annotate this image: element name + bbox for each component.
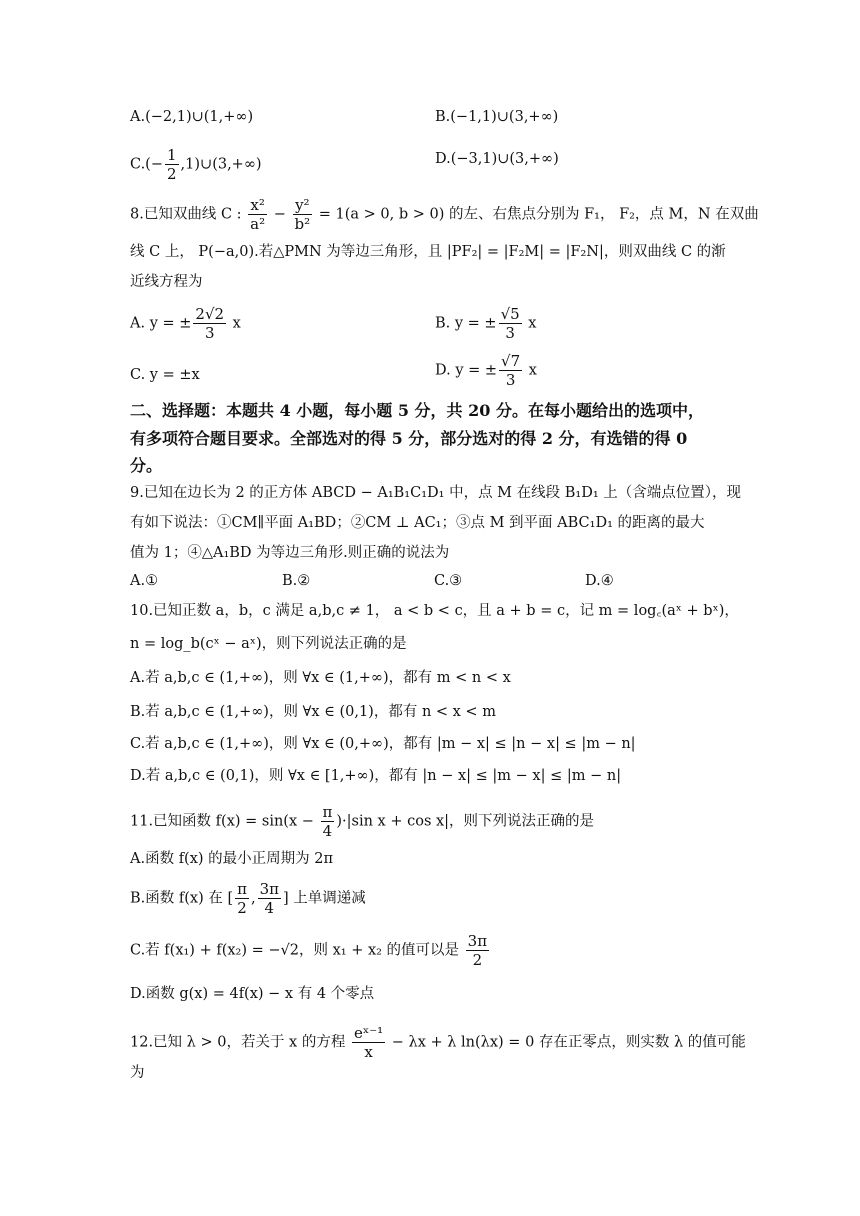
- fraction: $\frac{3\pi}{2}$: [467, 932, 488, 969]
- section-heading-line3: 分。: [130, 456, 163, 475]
- fraction: $\frac{√5}{3}$: [500, 305, 520, 342]
- q7-option-a: A.(−2,1)∪(1,+∞): [130, 109, 254, 125]
- q11-option-c: C.若 f(x₁) + f(x₂) = −√2，则 x₁ + x₂ 的值可以是 $\frac{3\pi}{2}$: [130, 932, 488, 969]
- q8-option-b: B. y = ± $\frac{√5}{3}$ x: [435, 305, 537, 342]
- fraction: $\frac{\text{y²}}{\text{b²}}$: [294, 196, 311, 233]
- fraction: $\frac{√7}{3}$: [501, 352, 521, 389]
- q9-option-c: C.③: [434, 573, 463, 589]
- q12-stem-line1: 12.已知 λ > 0，若关于 x 的方程 $\frac{\text{eˣ⁻¹}}{x}$ − λx + λ ln(λx) = 0 存在正零点，则实数 λ 的值可能: [130, 1024, 746, 1061]
- q9-stem-line1: 9.已知在边长为 2 的正方体 ABCD − A₁B₁C₁D₁ 中，点 M 在线段 B₁D₁ 上（含端点位置），现: [130, 485, 742, 501]
- q8-stem-line3: 近线方程为: [130, 274, 203, 290]
- fraction: $\frac{1}{2}$: [167, 146, 177, 183]
- section-heading-line1: 二、选择题：本题共 4 小题，每小题 5 分，共 20 分。在每小题给出的选项中，: [130, 401, 704, 420]
- q8-stem-line1: 8.已知双曲线 C : $\frac{\text{x²}}{\text{a²}}$ − $\frac{\text{y²}}{\text{b²}}$ = 1(a > 0, b > 0) 的左、右焦点分别为 F₁， F₂，点 M，N 在双曲: [130, 196, 759, 233]
- q11-option-b: B.函数 f(x) 在 [ $\frac{\pi}{2}$ , $\frac{3\pi}{4}$ ] 上单调递减: [130, 880, 366, 917]
- q10-option-c: C.若 a,b,c ∈ (1,+∞)，则 ∀x ∈ (0,+∞)，都有 |m − x| ≤ |n − x| ≤ |m − n|: [130, 736, 636, 752]
- q8-stem-line2: 线 C 上， P(−a,0).若△PMN 为等边三角形，且 |PF₂| = |F₂M| = |F₂N|，则双曲线 C 的渐: [130, 244, 726, 260]
- q12-stem-line2: 为: [130, 1065, 145, 1081]
- fraction: $\frac{3\pi}{4}$: [259, 880, 279, 917]
- q10-option-a: A.若 a,b,c ∈ (1,+∞)，则 ∀x ∈ (1,+∞)，都有 m < n < x: [130, 670, 511, 686]
- q9-option-d: D.④: [585, 573, 614, 589]
- q10-stem-line2: n = log_b(cˣ − aˣ)，则下列说法正确的是: [130, 636, 407, 652]
- q7-option-d: D.(−3,1)∪(3,+∞): [435, 151, 559, 167]
- q8-option-c: C. y = ±x: [130, 367, 200, 383]
- fraction: $\frac{2√2}{3}$: [195, 305, 225, 342]
- q8-option-a: A. y = ± $\frac{2√2}{3}$ x: [130, 305, 241, 342]
- q11-stem: 11.已知函数 f(x) = sin(x − $\frac{\pi}{4}$ )·|sin x + cos x|，则下列说法正确的是: [130, 803, 595, 840]
- q9-option-a: A.①: [130, 573, 159, 589]
- q7-option-c-prefix: C.(−: [130, 156, 163, 173]
- q8-option-d: D. y = ± $\frac{√7}{3}$ x: [435, 352, 537, 389]
- fraction: $\frac{\pi}{2}$: [237, 880, 247, 917]
- q7-option-b: B.(−1,1)∪(3,+∞): [435, 109, 559, 125]
- q9-stem-line2: 有如下说法：①CM∥平面 A₁BD；②CM ⊥ AC₁；③点 M 到平面 ABC₁D₁ 的距离的最大: [130, 515, 705, 531]
- q7-option-c-suffix: ,1)∪(3,+∞): [180, 156, 262, 173]
- fraction: $\frac{\pi}{4}$: [322, 803, 333, 840]
- q10-stem-line1: 10.已知正数 a，b，c 满足 a,b,c ≠ 1， a < b < c，且 a + b = c，记 m = log꜀(aˣ + bˣ)，: [130, 603, 739, 619]
- q10-option-b: B.若 a,b,c ∈ (1,+∞)，则 ∀x ∈ (0,1)，都有 n < x < m: [130, 704, 496, 720]
- q11-option-d: D.函数 g(x) = 4f(x) − x 有 4 个零点: [130, 986, 375, 1002]
- section-heading-line2: 有多项符合题目要求。全部选对的得 5 分，部分选对的得 2 分，有选错的得 0: [130, 429, 688, 448]
- fraction: $\frac{\text{x²}}{\text{a²}}$: [250, 196, 266, 233]
- fraction: $\frac{\text{eˣ⁻¹}}{x}$: [353, 1024, 384, 1061]
- q7-option-c: [130, 146, 262, 183]
- q10-option-d: D.若 a,b,c ∈ (0,1)，则 ∀x ∈ [1,+∞)，都有 |n − x| ≤ |m − x| ≤ |m − n|: [130, 768, 622, 784]
- q11-option-a: A.函数 f(x) 的最小正周期为 2π: [130, 851, 334, 867]
- q9-stem-line3: 值为 1；④△A₁BD 为等边三角形.则正确的说法为: [130, 545, 450, 561]
- q9-option-b: B.②: [282, 573, 311, 589]
